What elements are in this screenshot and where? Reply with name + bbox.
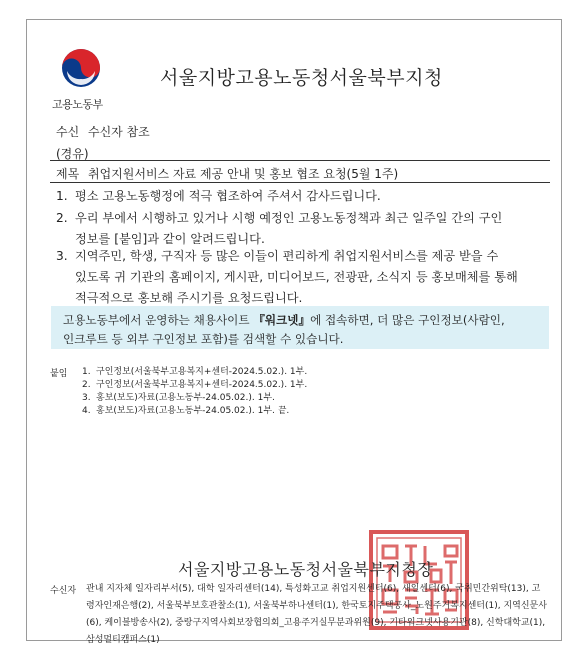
attachment-number: 3.	[82, 393, 91, 403]
taegeuk-emblem-icon	[61, 48, 101, 88]
recipient-row	[56, 123, 150, 140]
paragraph-number: 2.	[56, 211, 68, 225]
attachment-number: 4.	[82, 406, 91, 416]
notice-box	[51, 306, 549, 349]
paragraph-3	[56, 246, 518, 309]
paragraph-number: 3.	[56, 249, 68, 263]
recipients-label: 수신자	[50, 586, 77, 596]
attachment-item[interactable]	[82, 366, 307, 379]
paragraph-text: 정보를 [붙임]과 같이 알려드립니다.	[75, 232, 265, 246]
notice-text	[63, 311, 505, 349]
notice-text-part: 에 접속하면, 더 많은 구인정보(사람인,	[310, 313, 505, 327]
worknet-name: 『워크넷』	[253, 313, 311, 327]
paragraph-text: 평소 고용노동행정에 적극 협조하여 주셔서 감사드립니다.	[75, 189, 381, 203]
attachment-text: 구인정보(서울북부고용복지+센터-2024.5.02.). 1부.	[96, 367, 308, 377]
recipients-list: 관내 지자체 일자리부서(5), 대학 일자리센터(14), 특성화고교 취업지원센터(6), 새일센터(6), 국취민간위탁(13), 고령자인재은행(2), 서울북부보호관찰소(1), 서울북부하나센터(1), 한국토지주택공사_노원주거복지센터(1), 지역신문사(6), 케이블방송사(2), 중랑구지역사회보장협의회_고용주거실무분과위원(9), 기타워크넷사용기관(8), 신학대학교(1), 삼성멀티캠퍼스(1)	[86, 584, 547, 645]
attachment-text: 구인정보(서울북부고용복지+센터-2024.5.02.). 1부.	[96, 380, 308, 390]
recipient-label: 수신	[56, 125, 80, 139]
recipient-value: 수신자 참조	[88, 125, 150, 139]
paragraph-text: 지역주민, 학생, 구직자 등 많은 이들이 편리하게 취업지원서비스를 제공 받을 수	[75, 249, 499, 263]
subject-label: 제목	[56, 167, 80, 181]
subject-row	[56, 165, 398, 182]
paragraph-text: 우리 부에서 시행하고 있거나 시행 예정인 고용노동정책과 최근 일주일 간의 구인	[75, 211, 503, 225]
ministry-logo	[52, 48, 112, 111]
attachment-text: 홍보(보도)자료(고용노동부-24.05.02.). 1부. 끝.	[96, 406, 290, 416]
attachment-item[interactable]	[82, 405, 307, 418]
divider	[50, 160, 550, 161]
attachment-item[interactable]	[82, 379, 307, 392]
attachment-number: 1.	[82, 367, 91, 377]
paragraph-text: 있도록 귀 기관의 홈페이지, 게시판, 미디어보드, 전광판, 소식지 등 홍보매체를 통해	[75, 270, 518, 284]
paragraph-text: 적극적으로 홍보해 주시기를 요청드립니다.	[75, 291, 303, 305]
notice-text-line2: 인크루트 등 외부 구인정보 포함)를 검색할 수 있습니다.	[63, 332, 344, 346]
attachment-text: 홍보(보도)자료(고용노동부-24.05.02.). 1부.	[96, 393, 275, 403]
attachment-item[interactable]	[82, 392, 307, 405]
attachments-list	[82, 366, 307, 418]
issuer-name: 서울지방고용노동청서울북부지청장	[178, 560, 434, 579]
notice-text-part: 고용노동부에서 운영하는 채용사이트	[63, 313, 254, 327]
attachment-number: 2.	[82, 380, 91, 390]
subject-value: 취업지원서비스 자료 제공 안내 및 홍보 협조 요청(5월 1주)	[88, 167, 399, 181]
via-row: (경유)	[56, 147, 89, 161]
paragraph-1	[56, 186, 381, 207]
attachments-label: 붙임	[50, 369, 68, 379]
paragraph-number: 1.	[56, 189, 68, 203]
org-title: 서울지방고용노동청서울북부지청	[160, 67, 443, 89]
divider	[50, 182, 550, 183]
paragraph-2	[56, 208, 502, 250]
ministry-logo-text: 고용노동부	[52, 98, 103, 111]
